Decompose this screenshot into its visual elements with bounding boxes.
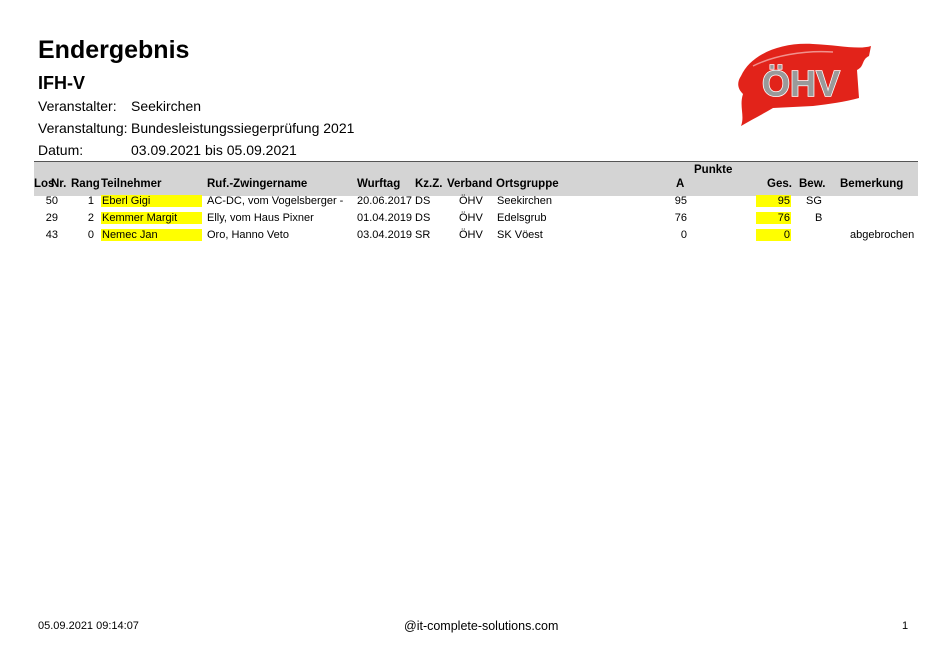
col-los: Los bbox=[34, 178, 55, 190]
page-title: Endergebnis bbox=[38, 36, 190, 64]
col-rang: Rang bbox=[71, 178, 100, 190]
organizer-label: Veranstalter: bbox=[38, 98, 117, 114]
col-wurftag: Wurftag bbox=[357, 178, 401, 190]
col-rufname: Ruf.-Zwingername bbox=[207, 178, 308, 190]
results-table-header bbox=[34, 161, 918, 196]
row-los: 29 bbox=[45, 212, 58, 224]
row-rang: 1 bbox=[87, 195, 94, 207]
row-los: 50 bbox=[45, 195, 58, 207]
col-kzz: Kz.Z. bbox=[415, 178, 443, 190]
row-teilnehmer: Nemec Jan bbox=[101, 229, 202, 241]
row-kzz: DS bbox=[415, 212, 431, 224]
row-ges: 76 bbox=[756, 212, 791, 224]
row-kzz: DS bbox=[415, 195, 431, 207]
row-a: 0 bbox=[680, 229, 687, 241]
col-bew: Bew. bbox=[799, 178, 826, 190]
row-verband: ÖHV bbox=[459, 195, 483, 207]
svg-text:ÖHV: ÖHV bbox=[761, 63, 841, 104]
date-value: 03.09.2021 bis 05.09.2021 bbox=[131, 142, 297, 158]
col-ges: Ges. bbox=[767, 178, 792, 190]
row-bew: SG bbox=[806, 195, 822, 207]
footer-credit: @it-complete-solutions.com bbox=[404, 619, 559, 633]
ohv-logo bbox=[733, 36, 873, 128]
row-teilnehmer: Kemmer Margit bbox=[101, 212, 202, 224]
col-verband: Verband bbox=[447, 178, 493, 190]
row-wurftag: 03.04.2019 bbox=[357, 229, 413, 241]
print-timestamp: 05.09.2021 09:14:07 bbox=[38, 620, 139, 632]
row-wurftag: 20.06.2017 bbox=[357, 195, 413, 207]
row-ges: 95 bbox=[756, 195, 791, 207]
row-bemerkung: abgebrochen bbox=[850, 229, 915, 241]
points-group-header: Punkte bbox=[694, 164, 733, 176]
row-bew: B bbox=[815, 212, 823, 224]
row-rufname: Elly, vom Haus Pixner bbox=[207, 212, 314, 224]
row-los: 43 bbox=[45, 229, 58, 241]
row-kzz: SR bbox=[415, 229, 431, 241]
col-nr: Nr. bbox=[51, 178, 67, 190]
event-label: Veranstaltung: bbox=[38, 120, 128, 136]
col-a: A bbox=[676, 178, 685, 190]
col-bemerkung: Bemerkung bbox=[840, 178, 904, 190]
row-a: 76 bbox=[674, 212, 687, 224]
row-rufname: AC-DC, vom Vogelsberger - bbox=[207, 195, 344, 207]
col-teilnehmer: Teilnehmer bbox=[101, 178, 162, 190]
date-label: Datum: bbox=[38, 142, 84, 158]
row-verband: ÖHV bbox=[459, 229, 483, 241]
page-number: 1 bbox=[902, 620, 909, 632]
row-teilnehmer: Eberl Gigi bbox=[101, 195, 202, 207]
page-subtitle: IFH-V bbox=[38, 73, 85, 93]
row-a: 95 bbox=[674, 195, 687, 207]
row-ges: 0 bbox=[756, 229, 791, 241]
row-rang: 2 bbox=[87, 212, 94, 224]
row-rang: 0 bbox=[87, 229, 94, 241]
col-ortsgruppe: Ortsgruppe bbox=[496, 178, 559, 190]
row-ortsgruppe: Edelsgrub bbox=[497, 212, 547, 224]
event-value: Bundesleistungssiegerprüfung 2021 bbox=[131, 120, 355, 136]
row-wurftag: 01.04.2019 bbox=[357, 212, 413, 224]
row-verband: ÖHV bbox=[459, 212, 483, 224]
row-ortsgruppe: Seekirchen bbox=[497, 195, 553, 207]
organizer-value: Seekirchen bbox=[131, 98, 202, 114]
row-rufname: Oro, Hanno Veto bbox=[207, 229, 289, 241]
row-ortsgruppe: SK Vöest bbox=[497, 229, 543, 241]
